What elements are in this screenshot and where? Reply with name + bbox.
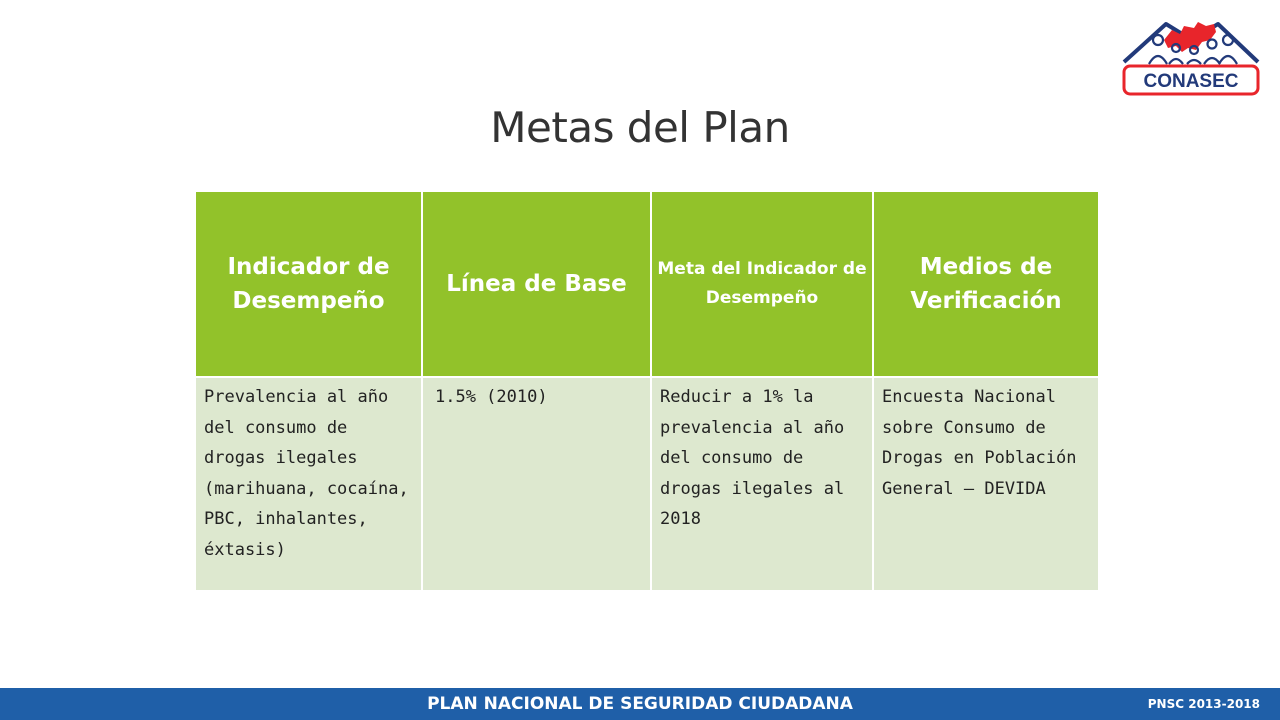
header-verification: Medios de Verificación [873,192,1098,377]
header-indicator: Indicador de Desempeño [196,192,422,377]
footer-code: PNSC 2013-2018 [1147,697,1260,711]
cell-indicator: Prevalencia al año del consumo de drogas ilegales (marihuana, cocaína, PBC, inhalantes, éxtasis) [196,377,422,590]
conasec-logo [1118,10,1264,102]
footer-bar [0,688,1280,720]
table-header-row [196,192,1098,377]
header-baseline: Línea de Base [422,192,651,377]
footer-title: PLAN NACIONAL DE SEGURIDAD CIUDADANA [427,694,853,714]
goals-table [196,192,1098,590]
cell-goal: Reducir a 1% la prevalencia al año del consumo de drogas ilegales al 2018 [651,377,873,590]
logo-text: CONASEC [1143,71,1239,92]
cell-verification: Encuesta Nacional sobre Consumo de Drogas en Población General – DEVIDA [873,377,1098,590]
slide-title: Metas del Plan [490,103,790,152]
cell-baseline: 1.5% (2010) [422,377,651,590]
table-row [196,377,1098,590]
header-goal: Meta del Indicador de Desempeño [651,192,873,377]
